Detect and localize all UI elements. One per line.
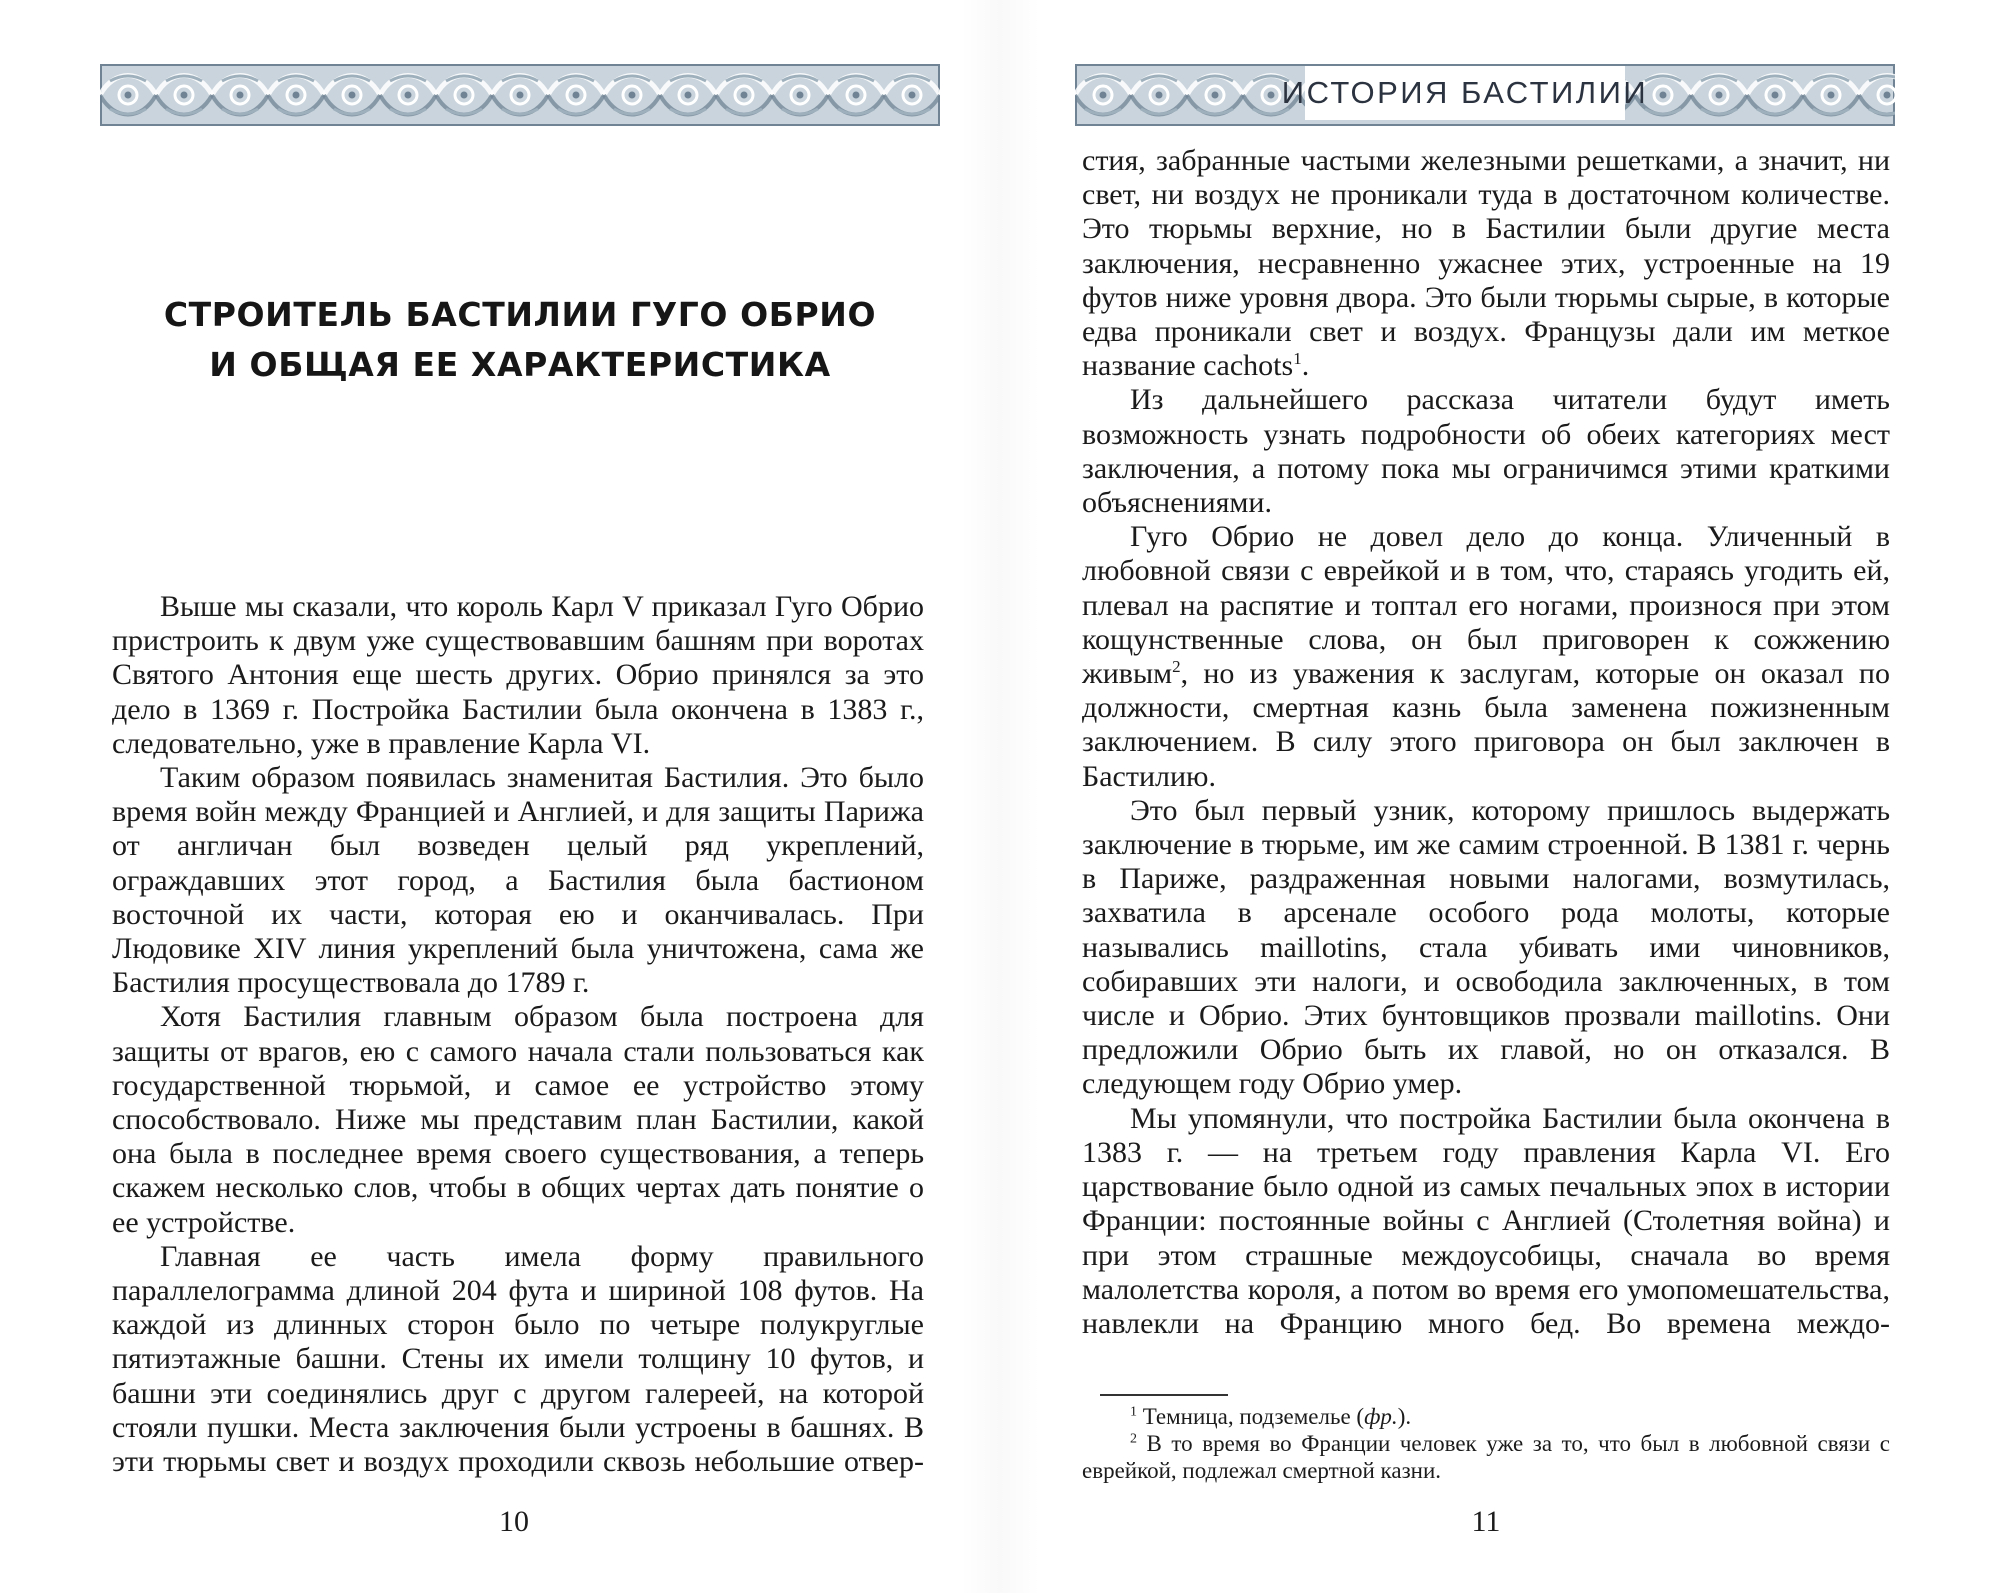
- paragraph: Хотя Бастилия главным образом была построена для защиты от врагов, ею с самого начала стали пользоваться как государственной тюрьмой, и самое ее устройство этому способствовало. Ниже мы представим план Бастилии, какой она была в последнее время своего существования, а теперь скажем несколько слов, чтобы в общих чертах дать понятие о ее устройстве.: [112, 1000, 924, 1239]
- ornamental-header-band: [100, 64, 940, 126]
- chapter-title-line-1: СТРОИТЕЛЬ БАСТИЛИИ ГУГО ОБРИО: [163, 295, 877, 334]
- running-head-box: [1281, 66, 1649, 120]
- footnote-text: В то время во Франции человек уже за то, что был в любовной связи с еврейкой, подлежал смертной казни.: [1082, 1431, 1890, 1483]
- paragraph-text: , но из уважения к заслугам, которые он оказал по должности, смертная казнь была заменена пожизненным заключением. В силу этого приговора он был заключен в Бастилию.: [1082, 657, 1890, 793]
- footnote-mark: 1: [1130, 1404, 1137, 1420]
- paragraph-text: .: [1301, 349, 1310, 383]
- paragraph: [1082, 520, 1890, 794]
- left-page-body-text: [112, 590, 924, 1479]
- celtic-knot-ornament: [100, 64, 940, 126]
- chapter-title-line-2: И ОБЩАЯ ЕЕ ХАРАКТЕРИСТИКА: [209, 345, 831, 384]
- paragraph: Мы упомянули, что постройка Бастилии была окончена в 1383 г. — на третьем году правления Карла VI. Его царствование было одной из самых печальных эпох в истории Франции: постоянные войны с Англией (Столетняя война) и при этом страшные междоусобицы, сначала во время малолетства короля, а потом во время его умопомешательства, навлекли на Францию много бед. Во времена междо-: [1082, 1101, 1890, 1340]
- paragraph: Главная ее часть имела форму правильного параллелограмма длиной 204 фута и шириной 108 футов. На каждой из длинных сторон было по четыре полукруглые пятиэтажные башни. Стены их имели толщину 10 футов, и башни эти соединялись друг с другом галереей, на которой стояли пушки. Места заключения были устроены в башнях. В эти тюрьмы свет и воздух проходили сквозь небольшие отвер-: [112, 1239, 924, 1479]
- page-number: 10: [499, 1505, 529, 1538]
- paragraph: Это был первый узник, которому пришлось выдержать заключение в тюрьме, им же самим строенной. В 1381 г. чернь в Париже, раздраженная новыми налогами, возмутилась, захватила в арсенале особого рода молоты, которые назывались maillotins, стала убивать ими чиновников, собиравших эти налоги, и освободила заключенных, в том числе и Обрио. Этих бунтовщиков прозвали maillotins. Они предложили Обрио быть их главой, но он отказался. В следующем году Обрио умер.: [1082, 793, 1890, 1101]
- running-head: ИСТОРИЯ БАСТИЛИИ: [1281, 75, 1649, 110]
- paragraph-text: Гуго Обрио не довел дело до конца. Уличенный в любовной связи с еврейкой и в том, что, стараясь угодить ей, плевал на распятие и топтал его ногами, произнося при этом кощунственные слова, он был приговорен к сожжению живым: [1082, 520, 1890, 691]
- footnote-language: фр.: [1364, 1404, 1398, 1429]
- footnote-reference: 2: [1172, 657, 1181, 677]
- chapter-title: [120, 290, 920, 390]
- paragraph: [1082, 144, 1890, 383]
- footnote-mark: 2: [1130, 1431, 1137, 1447]
- paragraph: Из дальнейшего рассказа читатели будут иметь возможность узнать подробности об обеих категориях мест заключения, а потому пока мы ограничимся этими краткими объяснениями.: [1082, 383, 1890, 520]
- paragraph: Таким образом появилась знаменитая Бастилия. Это было время войн между Францией и Англией, и для защиты Парижа от англичан был возведен целый ряд укреплений, ограждавших этот город, а Бастилия была бастионом восточной их части, которая ею и оканчивалась. При Людовике XIV линия укреплений была уничтожена, сама же Бастилия просуществовала до 1789 г.: [112, 761, 924, 1000]
- footnote: [1082, 1403, 1890, 1430]
- footnote-text: ).: [1397, 1404, 1412, 1429]
- footnote: [1082, 1430, 1890, 1484]
- footnote-separator: [1100, 1394, 1228, 1396]
- footnote-reference: 1: [1293, 349, 1302, 369]
- footnotes: [1082, 1403, 1890, 1484]
- paragraph: Выше мы сказали, что король Карл V приказал Гуго Обрио пристроить к двум уже существовавшим башням при воротах Святого Антония еще шесть других. Обрио принялся за это дело в 1369 г. Постройка Бастилии была окончена в 1383 г., следовательно, уже в правление Карла VI.: [112, 590, 924, 760]
- right-page-body-text: [1082, 144, 1890, 1341]
- footnote-text: Темница, подземелье (: [1142, 1404, 1365, 1429]
- page-number: 11: [1471, 1505, 1501, 1538]
- right-page: [1000, 0, 2000, 1593]
- paragraph-text: стия, забранные частыми железными решетками, а значит, ни свет, ни воздух не проникали туда в достаточном количестве. Это тюрьмы верхние, но в Бастилии были другие места заключения, несравненно ужаснее этих, устроенные на 19 футов ниже уровня двора. Это были тюрьмы сырые, в которые едва проникали свет и воздух. Французы дали им меткое название cachots: [1082, 144, 1890, 383]
